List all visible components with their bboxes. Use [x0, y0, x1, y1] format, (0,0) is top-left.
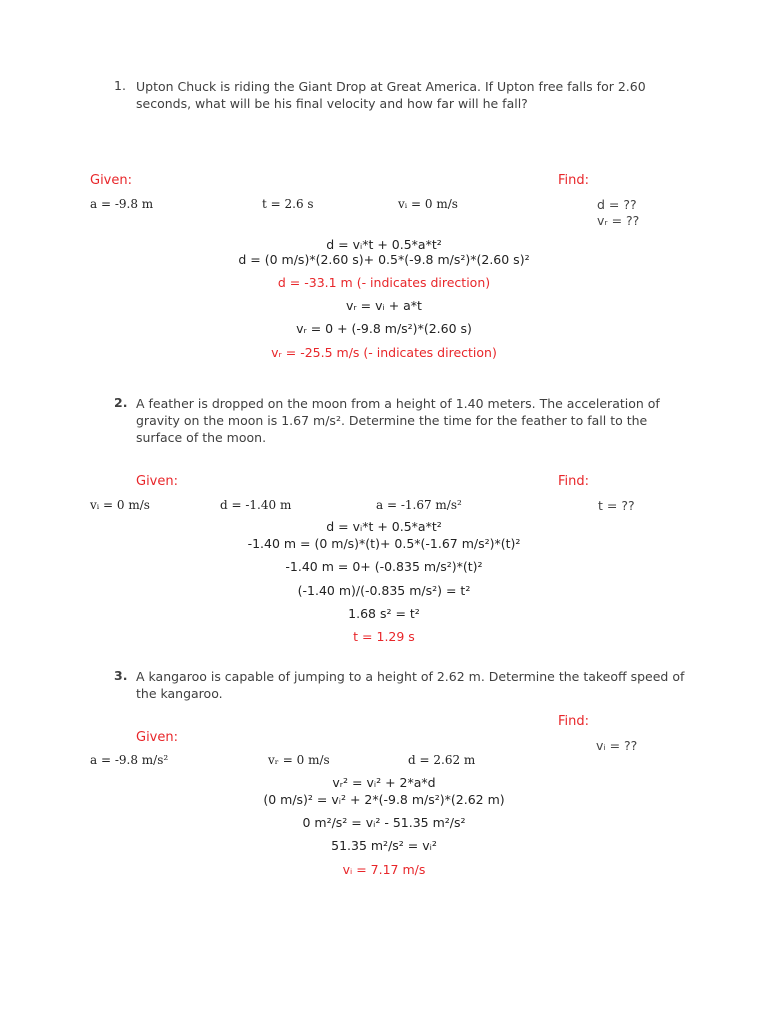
given-value: t = 2.6 s: [262, 197, 314, 211]
given-value: vᵣ = 0 m/s: [268, 753, 330, 767]
equation: vᵣ² = vᵢ² + 2*a*d: [332, 775, 436, 790]
given-label: Given:: [136, 730, 178, 745]
equation: -1.40 m = (0 m/s)*(t)+ 0.5*(-1.67 m/s²)*(t)²: [247, 536, 521, 551]
equation: (0 m/s)² = vᵢ² + 2*(-9.8 m/s²)*(2.62 m): [263, 792, 505, 807]
given-label: Given:: [90, 173, 132, 188]
given-value: a = -9.8 m: [90, 197, 154, 211]
question-line: gravity on the moon is 1.67 m/s². Determine the time for the feather to fall to the: [136, 413, 648, 428]
given-value: a = -9.8 m/s²: [90, 753, 169, 767]
given-value: vᵢ = 0 m/s: [398, 197, 458, 211]
find-label: Find:: [558, 173, 590, 188]
question-line: the kangaroo.: [136, 686, 223, 701]
given-value: d = -1.40 m: [220, 498, 292, 512]
question-line: A feather is dropped on the moon from a height of 1.40 meters. The acceleration of: [136, 396, 660, 411]
equation: 0 m²/s² = vᵢ² - 51.35 m²/s²: [302, 815, 466, 830]
equation: 51.35 m²/s² = vᵢ²: [331, 838, 437, 853]
find-value: t = ??: [598, 498, 635, 513]
question-line: surface of the moon.: [136, 430, 267, 445]
question-line: A kangaroo is capable of jumping to a height of 2.62 m. Determine the takeoff speed of: [136, 669, 685, 684]
find-label: Find:: [558, 714, 590, 729]
find-value: d = ??: [597, 197, 637, 212]
find-value: vᵣ = ??: [597, 213, 640, 228]
given-value: vᵢ = 0 m/s: [90, 498, 150, 512]
given-value: a = -1.67 m/s²: [376, 498, 462, 512]
equation: d = (0 m/s)*(2.60 s)+ 0.5*(-9.8 m/s²)*(2.60 s)²: [238, 252, 530, 267]
equation: -1.40 m = 0+ (-0.835 m/s²)*(t)²: [285, 559, 483, 574]
find-label: Find:: [558, 474, 590, 489]
equation: (-1.40 m)/(-0.835 m/s²) = t²: [297, 583, 471, 598]
equation: 1.68 s² = t²: [348, 606, 420, 621]
equation: d = vᵢ*t + 0.5*a*t²: [326, 237, 442, 252]
problem-number: 1.: [114, 78, 126, 93]
answer: t = 1.29 s: [353, 629, 415, 644]
equation: vᵣ = 0 + (-9.8 m/s²)*(2.60 s): [296, 321, 472, 336]
equation: d = vᵢ*t + 0.5*a*t²: [326, 519, 442, 534]
find-value: vᵢ = ??: [596, 738, 638, 753]
given-label: Given:: [136, 474, 178, 489]
answer: vᵣ = -25.5 m/s (- indicates direction): [271, 345, 497, 360]
question-line: seconds, what will be his final velocity and how far will he fall?: [136, 96, 528, 111]
answer: vᵢ = 7.17 m/s: [342, 862, 426, 877]
problem-number: 3.: [114, 668, 128, 683]
answer: d = -33.1 m (- indicates direction): [277, 275, 491, 290]
equation: vᵣ = vᵢ + a*t: [346, 298, 422, 313]
problem-number: 2.: [114, 395, 128, 410]
question-line: Upton Chuck is riding the Giant Drop at Great America. If Upton free falls for 2.60: [136, 79, 646, 94]
given-value: d = 2.62 m: [408, 753, 476, 767]
